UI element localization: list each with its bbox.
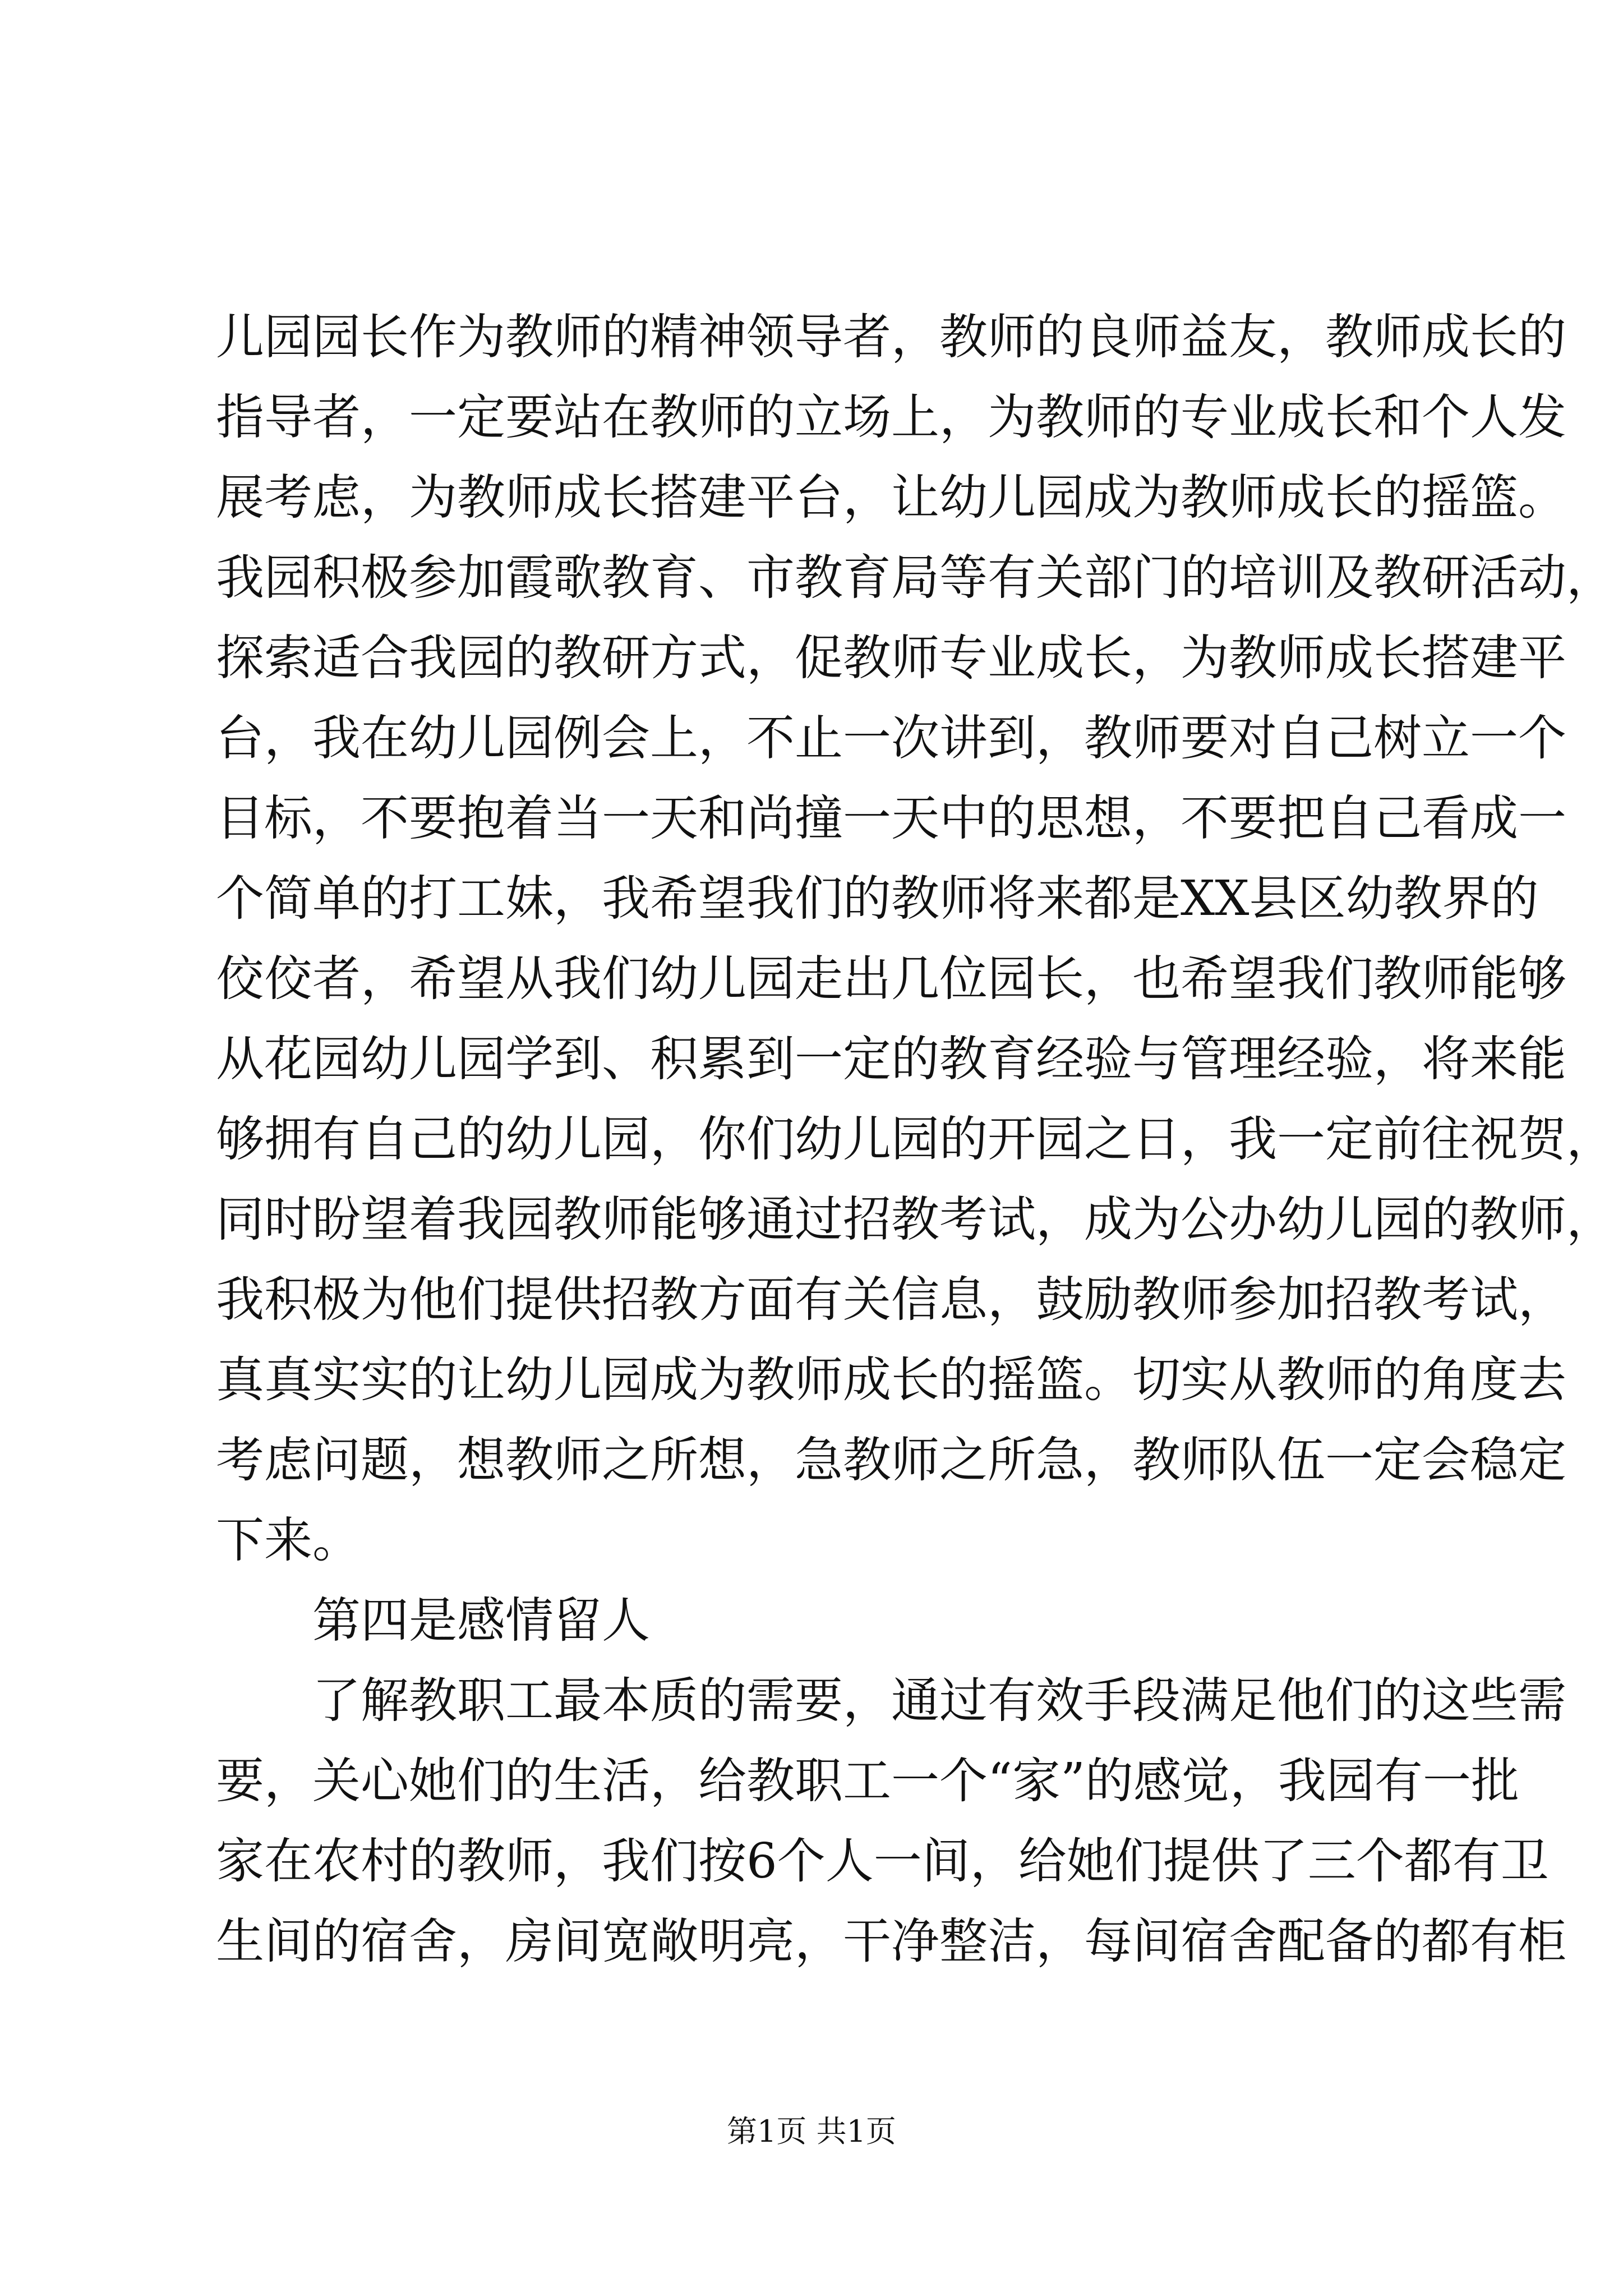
text-line: 展考虑，为教师成长搭建平台，让幼儿园成为教师成长的摇篮。 (216, 470, 1566, 526)
text-line: 我园积极参加霞歌教育、市教育局等有关部门的培训及教研活动， (216, 550, 1615, 606)
page-footer: 第1页 共1页 (727, 2114, 896, 2149)
text-line: 探索适合我园的教研方式，促教师专业成长，为教师成长搭建平 (216, 630, 1566, 686)
text-line: 下来。 (216, 1512, 361, 1568)
text-line: 生间的宿舍，房间宽敞明亮，干净整洁，每间宿舍配备的都有柜 (216, 1913, 1566, 1970)
text-line: 了解教职工最本质的需要，通过有效手段满足他们的这些需 (312, 1673, 1566, 1729)
text-line: 从花园幼儿园学到、积累到一定的教育经验与管理经验，将来能 (216, 1031, 1566, 1087)
document-body (216, 297, 1615, 1982)
section-heading: 第四是感情留人 (312, 1593, 650, 1649)
text-line: 要，关心她们的生活，给教职工一个“家”的感觉，我园有一批 (216, 1753, 1519, 1809)
text-line: 台，我在幼儿园例会上，不止一次讲到，教师要对自己树立一个 (216, 710, 1566, 766)
text-line: 够拥有自己的幼儿园，你们幼儿园的开园之日，我一定前往祝贺， (216, 1111, 1615, 1167)
text-line: 同时盼望着我园教师能够通过招教考试，成为公办幼儿园的教师， (216, 1191, 1615, 1248)
text-line: 我积极为他们提供招教方面有关信息，鼓励教师参加招教考试， (216, 1272, 1566, 1328)
text-line: 个简单的打工妹，我希望我们的教师将来都是XX县区幼教界的 (216, 871, 1539, 927)
text-line: 目标，不要抱着当一天和尚撞一天中的思想，不要把自己看成一 (216, 790, 1566, 846)
text-line: 指导者，一定要站在教师的立场上，为教师的专业成长和个人发 (216, 389, 1566, 445)
text-line: 真真实实的让幼儿园成为教师成长的摇篮。切实从教师的角度去 (216, 1352, 1566, 1408)
text-line: 佼佼者，希望从我们幼儿园走出几位园长，也希望我们教师能够 (216, 951, 1566, 1007)
text-line: 考虑问题，想教师之所想，急教师之所急，教师队伍一定会稳定 (216, 1432, 1566, 1488)
text-line: 儿园园长作为教师的精神领导者，教师的良师益友，教师成长的 (216, 309, 1566, 365)
text-line: 家在农村的教师，我们按6个人一间，给她们提供了三个都有卫 (216, 1833, 1549, 1889)
